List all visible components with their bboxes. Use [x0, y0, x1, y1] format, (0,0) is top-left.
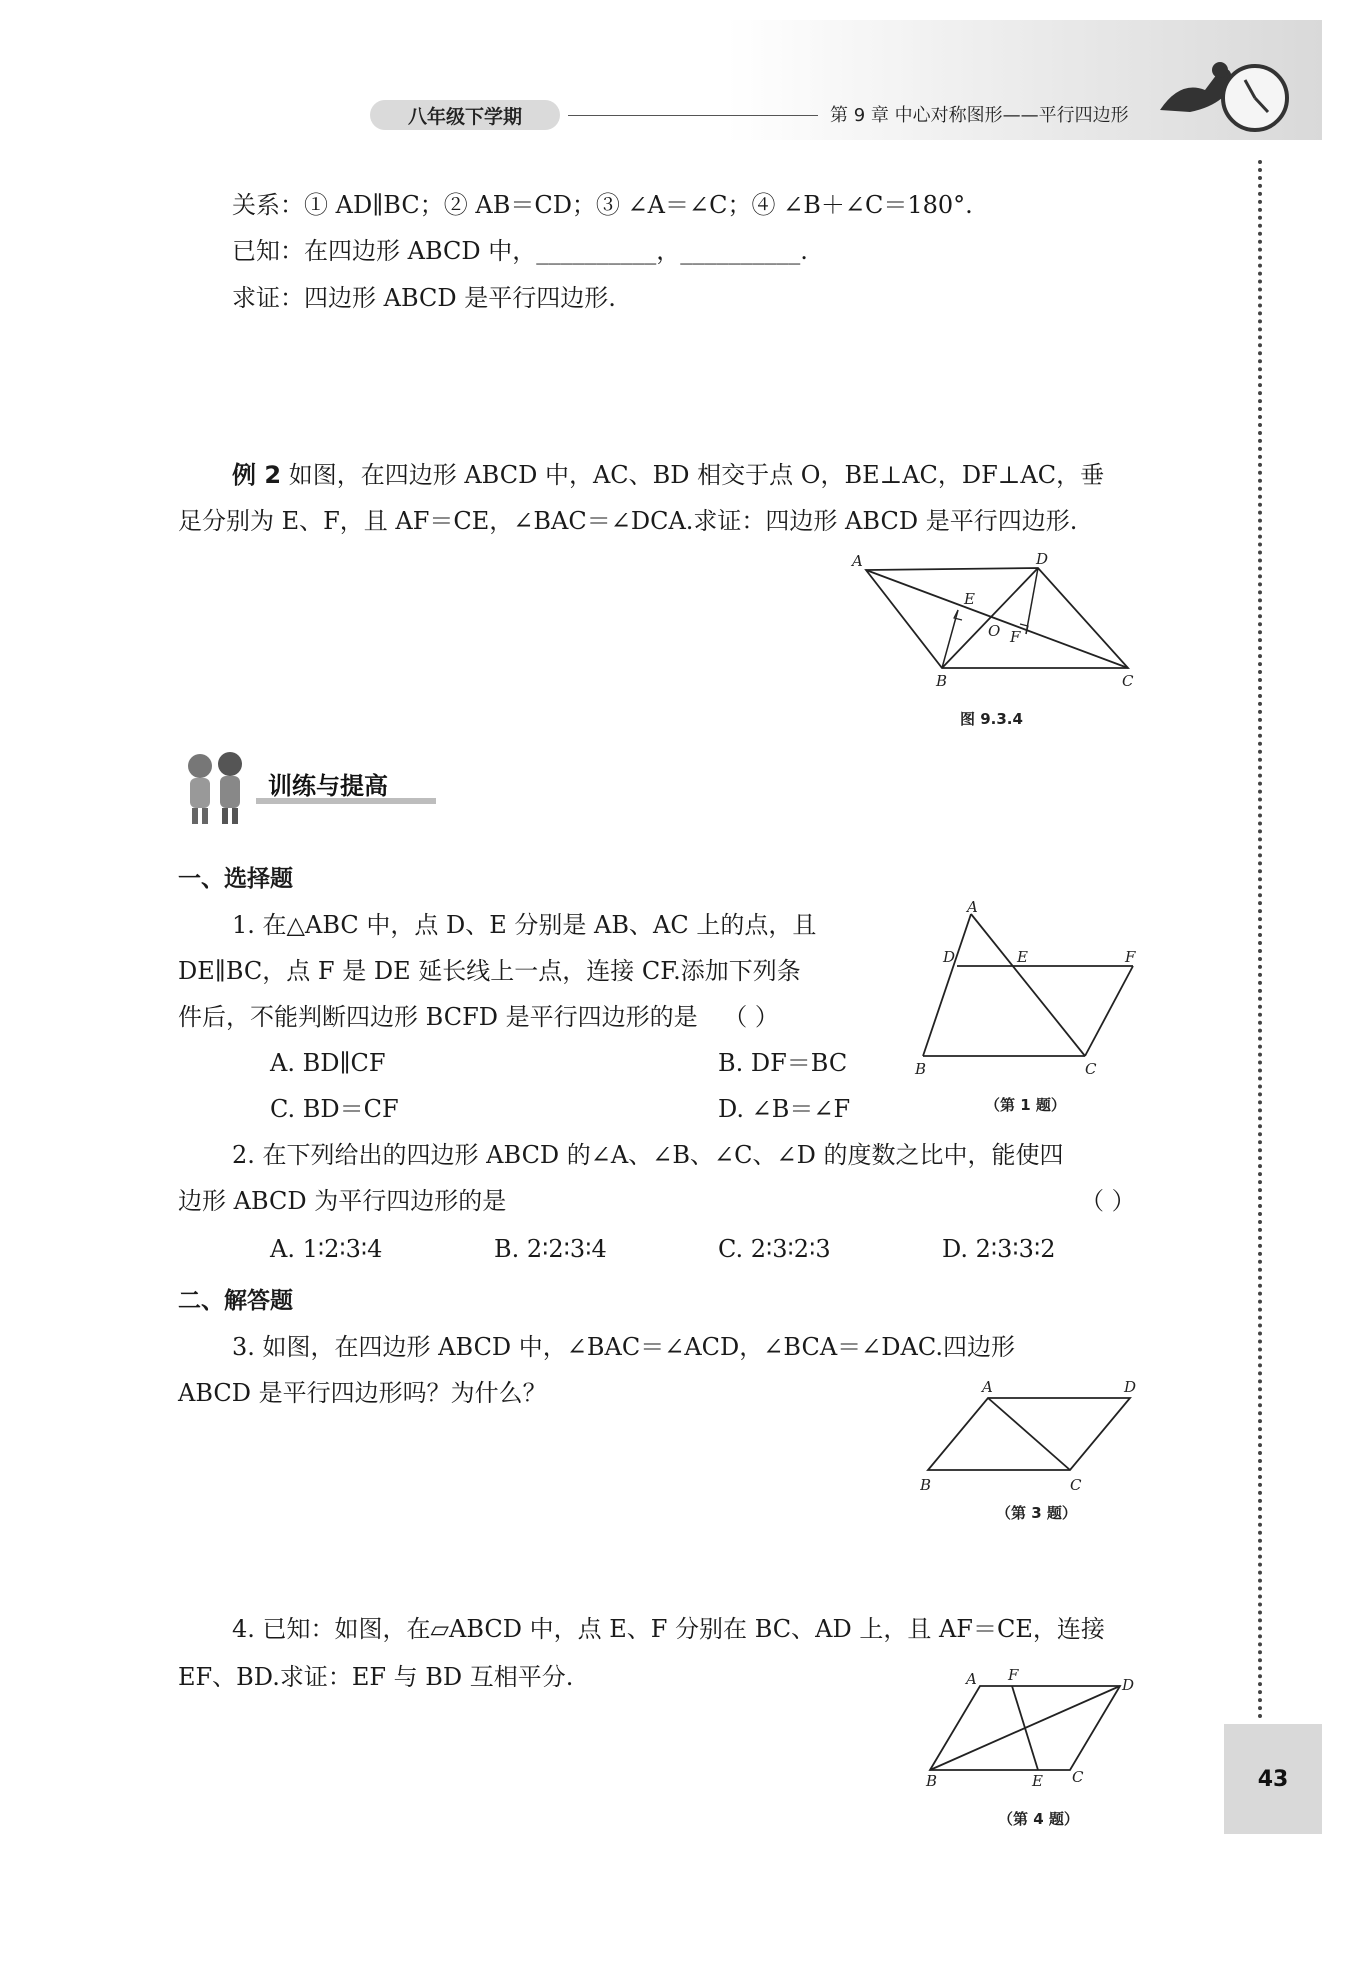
section1-title: 一、选择题	[178, 866, 293, 892]
fig934-label-f: F	[1010, 628, 1021, 646]
figq4-label-f: F	[1008, 1666, 1019, 1684]
fig934-label-o: O	[988, 622, 1001, 640]
q1-option-b: B. DF＝BC	[718, 1049, 848, 1077]
q2-option-c: C. 2∶3∶2∶3	[718, 1235, 831, 1263]
figq1-label-a: A	[967, 900, 978, 916]
page-number-box	[1224, 1724, 1322, 1834]
q1-option-d: D. ∠B＝∠F	[718, 1095, 851, 1123]
section2-title: 二、解答题	[178, 1288, 293, 1314]
fig934-label-d: D	[1036, 550, 1049, 568]
header-rule	[568, 115, 818, 116]
q1-line3	[178, 1002, 779, 1032]
training-title: 训练与提高	[268, 772, 388, 800]
example2-line1	[232, 460, 1104, 490]
figq4-label-d: D	[1122, 1676, 1135, 1694]
figq4-label-e: E	[1032, 1772, 1043, 1790]
figq4-label-c: C	[1072, 1768, 1084, 1786]
figure-q4-caption: （第 4 题）	[998, 1810, 1079, 1828]
q2-line1: 2. 在下列给出的四边形 ABCD 的∠A、∠B、∠C、∠D 的度数之比中，能使四	[232, 1141, 1064, 1169]
figq3-label-a: A	[982, 1378, 993, 1396]
q1-answer-paren: （ ）	[723, 1003, 779, 1031]
q2-line2: 边形 ABCD 为平行四边形的是	[178, 1187, 507, 1215]
q1-option-c: C. BD＝CF	[270, 1095, 399, 1123]
figq1-label-f: F	[1125, 948, 1136, 966]
q4-line2: EF、BD.求证：EF 与 BD 互相平分.	[178, 1663, 574, 1691]
q1-option-a: A. BD∥CF	[270, 1049, 386, 1077]
kids-icon	[176, 748, 256, 828]
figq1-label-c: C	[1085, 1060, 1097, 1078]
q3-line2: ABCD 是平行四边形吗？为什么？	[178, 1379, 547, 1407]
side-dotted-rule	[1258, 160, 1262, 1720]
q2-option-b: B. 2∶2∶3∶4	[494, 1235, 607, 1263]
q4-line1: 4. 已知：如图，在▱ABCD 中，点 E、F 分别在 BC、AD 上，且 AF＝CE，连接	[232, 1615, 1105, 1643]
given-text: 已知：在四边形 ABCD 中，__________，__________.	[232, 237, 808, 265]
q3-line1: 3. 如图，在四边形 ABCD 中，∠BAC＝∠ACD，∠BCA＝∠DAC.四边形	[232, 1333, 1015, 1361]
fig934-label-a: A	[852, 552, 863, 570]
q2-option-d: D. 2∶3∶3∶2	[942, 1235, 1056, 1263]
figq3-label-c: C	[1070, 1476, 1082, 1494]
q1-line1: 1. 在△ABC 中，点 D、E 分别是 AB、AC 上的点，且	[232, 911, 817, 939]
q1-line2: DE∥BC，点 F 是 DE 延长线上一点，连接 CF.添加下列条	[178, 957, 801, 985]
q2-option-a: A. 1∶2∶3∶4	[270, 1235, 383, 1263]
example2-line2: 足分别为 E、F，且 AF＝CE，∠BAC＝∠DCA.求证：四边形 ABCD 是平行四边形.	[178, 507, 1078, 535]
fig934-label-e: E	[964, 590, 975, 608]
page-number: 43	[1257, 1766, 1289, 1792]
figq3-label-b: B	[920, 1476, 932, 1494]
relation-text: 关系：① AD∥BC；② AB＝CD；③ ∠A＝∠C；④ ∠B＋∠C＝180°.	[232, 191, 973, 219]
runner-clock-icon	[1150, 50, 1300, 140]
figure-q1-caption: （第 1 题）	[985, 1096, 1066, 1114]
figq4-label-a: A	[966, 1670, 977, 1688]
figq1-label-e: E	[1017, 948, 1028, 966]
fig934-label-c: C	[1122, 672, 1134, 690]
figq1-label-b: B	[915, 1060, 927, 1078]
fig934-label-b: B	[936, 672, 948, 690]
figure-9-3-4-caption: 图 9.3.4	[960, 710, 1023, 728]
grade-label: 八年级下学期	[370, 100, 560, 130]
figure-q3	[920, 1378, 1150, 1498]
q1-line3-text: 件后，不能判断四边形 BCFD 是平行四边形的是	[178, 1003, 698, 1031]
figure-9-3-4	[850, 550, 1150, 690]
figq4-label-b: B	[926, 1772, 938, 1790]
figq1-label-d: D	[943, 948, 956, 966]
training-banner	[176, 748, 436, 828]
q2-answer-paren: （ ）	[1080, 1187, 1136, 1215]
prove-text: 求证：四边形 ABCD 是平行四边形.	[232, 284, 616, 312]
figq3-label-d: D	[1124, 1378, 1137, 1396]
figure-q3-caption: （第 3 题）	[996, 1504, 1077, 1522]
example2-text1: 如图，在四边形 ABCD 中，AC、BD 相交于点 O，BE⊥AC，DF⊥AC，垂	[288, 461, 1105, 489]
figure-q1	[905, 900, 1155, 1080]
figure-q4	[920, 1660, 1140, 1790]
chapter-title: 第 9 章 中心对称图形——平行四边形	[830, 105, 1129, 126]
example2-label: 例 2	[232, 461, 282, 489]
